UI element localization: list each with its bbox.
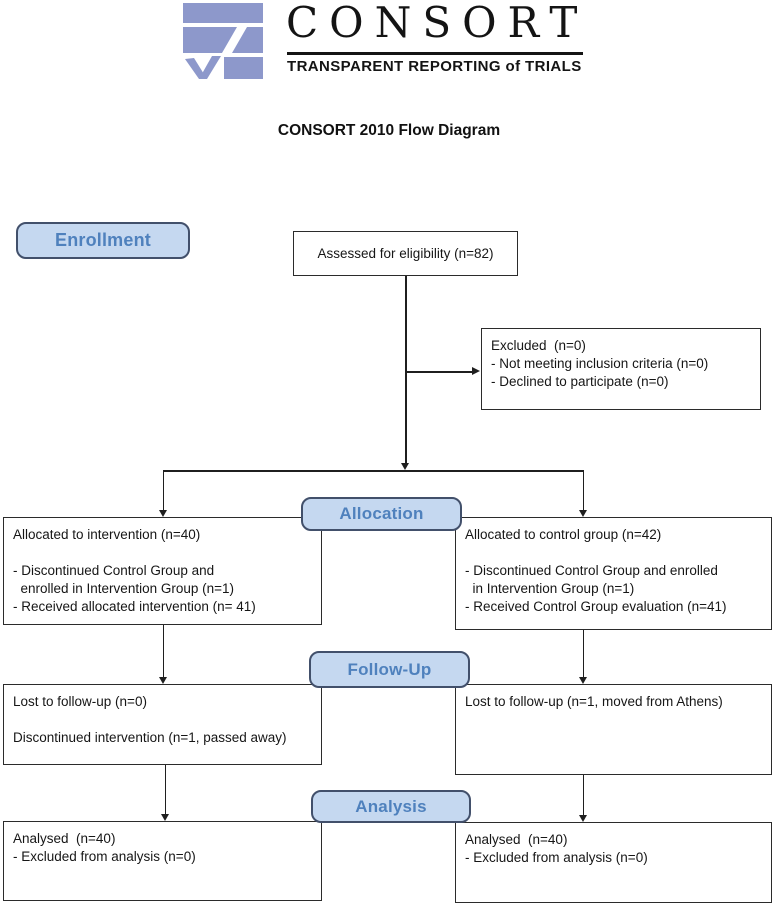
connector-fu-an-left: [165, 765, 167, 815]
box-line: - Not meeting inclusion criteria (n=0): [491, 356, 709, 371]
connector-branch: [163, 470, 583, 472]
stage-label-analysis: Analysis: [311, 790, 471, 823]
arrowhead-down-icon: [159, 510, 167, 517]
arrowhead-down-icon: [161, 814, 169, 821]
box-line: - Excluded from analysis (n=0): [465, 850, 648, 865]
box-line: enrolled in Intervention Group (n=1): [13, 581, 235, 596]
connector-alloc-fu-left: [163, 625, 165, 678]
connector-fu-an-right: [583, 775, 585, 816]
box-allocated-intervention: [3, 517, 322, 625]
connector-to-excluded: [405, 371, 473, 373]
box-line: - Received Control Group evaluation (n=41): [465, 599, 727, 614]
box-line: - Excluded from analysis (n=0): [13, 849, 196, 864]
box-allocated-control: [455, 517, 772, 630]
consort-logo-icon: [183, 3, 263, 81]
connector-branch-left-down: [163, 470, 165, 511]
stage-label-enrollment: Enrollment: [16, 222, 190, 259]
box-assessed: [293, 231, 518, 276]
box-excluded: [481, 328, 761, 410]
consort-tagline: TRANSPARENT REPORTING of TRIALS: [287, 58, 582, 75]
box-line: [13, 711, 312, 729]
connector-assessed-down: [405, 276, 407, 464]
connector-alloc-fu-right: [583, 630, 585, 678]
box-line: Lost to follow-up (n=1, moved from Athens): [465, 694, 723, 709]
box-analysis-intervention: [3, 821, 322, 901]
box-line: - Discontinued Control Group and: [13, 563, 215, 578]
stage-label-followup: Follow-Up: [309, 651, 470, 688]
header-divider: [287, 52, 583, 55]
page-title: CONSORT 2010 Flow Diagram: [277, 122, 501, 139]
box-followup-intervention: [3, 684, 322, 765]
box-followup-control: [455, 684, 772, 775]
box-line: [465, 544, 762, 562]
arrowhead-down-icon: [159, 677, 167, 684]
box-line: Analysed (n=40): [465, 832, 568, 847]
arrowhead-right-icon: [472, 367, 480, 375]
box-line: - Discontinued Control Group and enrolled: [465, 563, 718, 578]
box-line: Lost to follow-up (n=0): [13, 694, 147, 709]
connector-branch-right-down: [583, 470, 585, 511]
box-line: Excluded (n=0): [491, 338, 586, 353]
stage-label-allocation: Allocation: [301, 497, 462, 531]
box-line: Allocated to intervention (n=40): [13, 527, 201, 542]
box-line: Analysed (n=40): [13, 831, 116, 846]
box-analysis-control: [455, 822, 772, 903]
box-line: in Intervention Group (n=1): [465, 581, 635, 596]
box-line: - Declined to participate (n=0): [491, 374, 669, 389]
arrowhead-down-icon: [401, 463, 409, 470]
box-line: [13, 544, 312, 562]
arrowhead-down-icon: [579, 815, 587, 822]
box-line: Allocated to control group (n=42): [465, 527, 662, 542]
arrowhead-down-icon: [579, 677, 587, 684]
box-line: - Received allocated intervention (n= 41): [13, 599, 256, 614]
box-line: Assessed for eligibility (n=82): [317, 245, 494, 261]
box-line: Discontinued intervention (n=1, passed away): [13, 730, 287, 745]
consort-wordmark: CONSORT: [286, 0, 589, 47]
arrowhead-down-icon: [579, 510, 587, 517]
